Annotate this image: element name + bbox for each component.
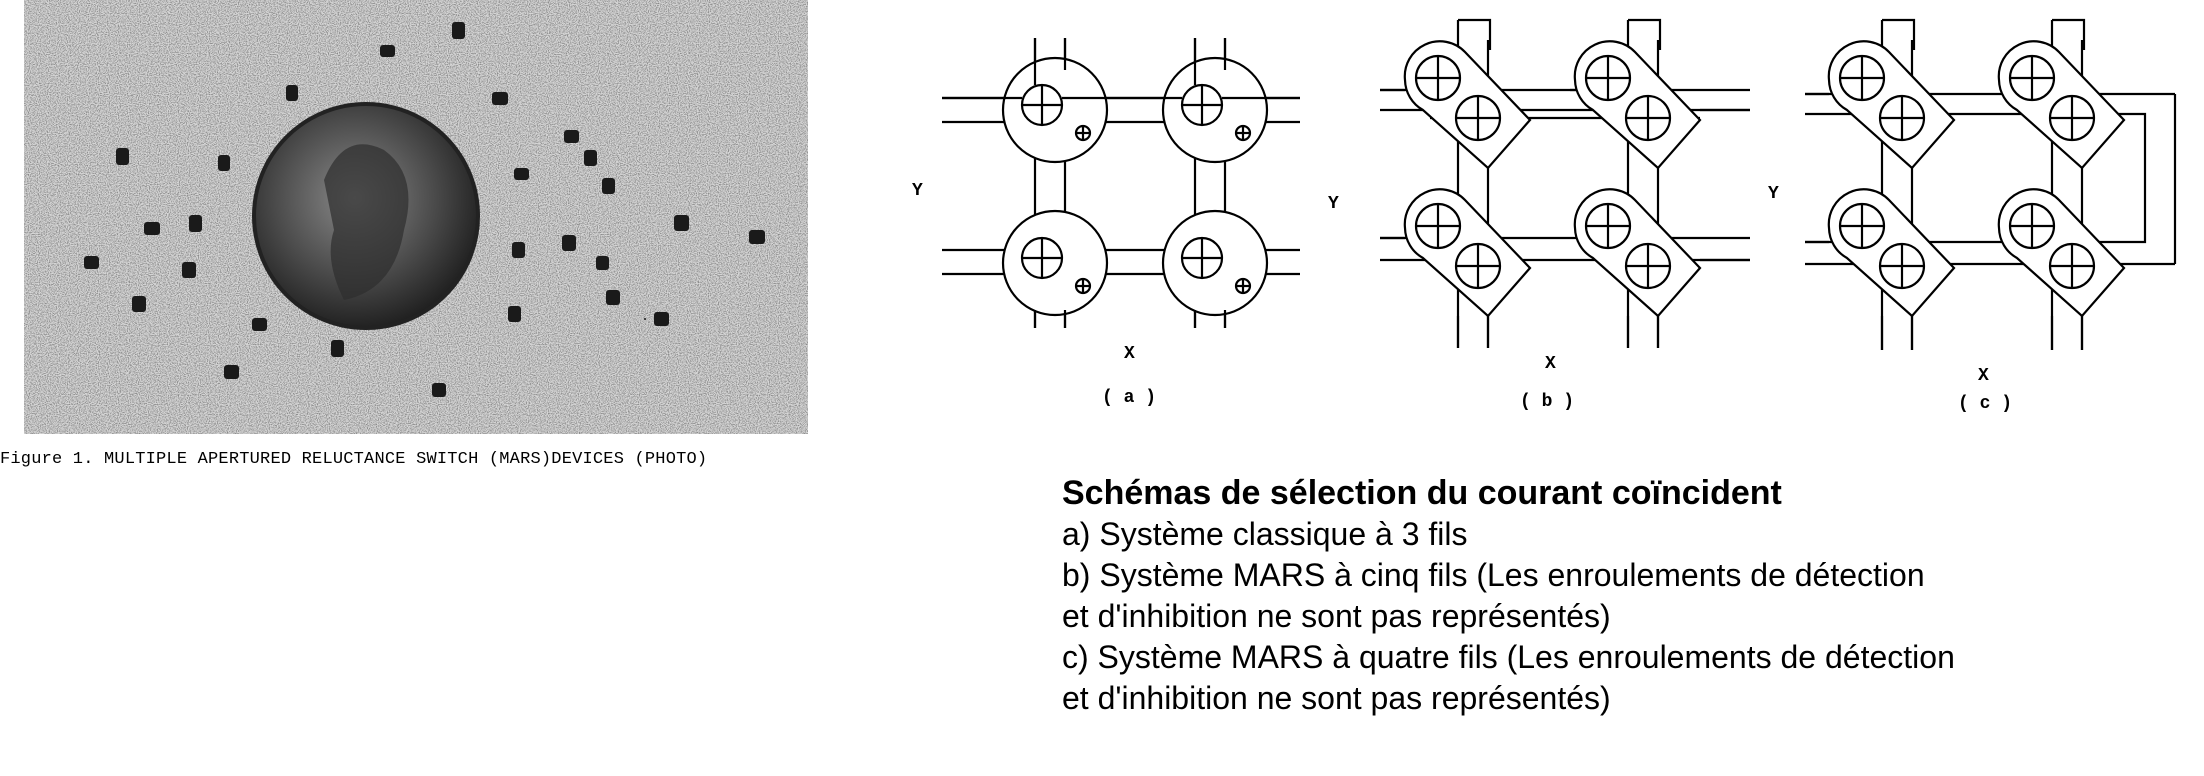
panel-c-label: ( c ): [1958, 394, 2013, 414]
panel-a-x-label: X: [1124, 344, 1135, 364]
panel-c-x-label: X: [1978, 366, 1989, 386]
panel-a-y-label: Y: [912, 181, 923, 201]
caption-line: et d'inhibition ne sont pas représentés): [1062, 598, 1611, 634]
diagram-caption: [1062, 472, 2192, 719]
caption-line: c) Système MARS à quatre fils (Les enroulements de détection: [1062, 639, 1955, 675]
figure1-caption: Figure 1. MULTIPLE APERTURED RELUCTANCE SWITCH (MARS)DEVICES (PHOTO): [0, 450, 708, 469]
caption-title: Schémas de sélection du courant coïncident: [1062, 474, 1782, 512]
diagrams-svg: [890, 10, 2200, 430]
panel-a-diagram: [942, 38, 1300, 328]
caption-line: et d'inhibition ne sont pas représentés): [1062, 680, 1611, 716]
panel-a-label: ( a ): [1102, 388, 1157, 408]
panel-b-label: ( b ): [1520, 392, 1575, 412]
panel-b-y-label: Y: [1328, 194, 1339, 214]
photo-image: [24, 0, 808, 434]
panel-c-diagram: [1805, 20, 2175, 350]
mars-devices-photo: [24, 0, 808, 434]
panel-b-diagram: [1380, 20, 1750, 348]
panel-b-x-label: X: [1545, 354, 1556, 374]
caption-line: b) Système MARS à cinq fils (Les enroulements de détection: [1062, 557, 1925, 593]
panel-c-y-label: Y: [1768, 184, 1779, 204]
selection-diagrams: [890, 10, 2200, 435]
caption-line: a) Système classique à 3 fils: [1062, 516, 1468, 552]
